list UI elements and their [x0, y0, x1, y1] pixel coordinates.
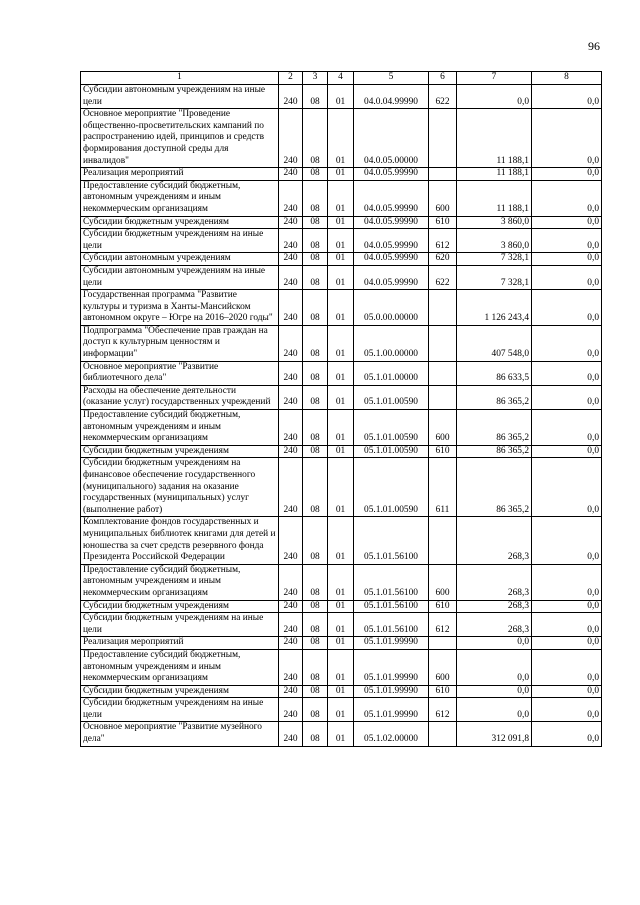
table-row: [81, 649, 602, 685]
table-row: [81, 229, 602, 253]
amount-cell: 3 860,0: [457, 216, 532, 229]
admin-code-cell: 240: [279, 361, 303, 385]
section-cell: 08: [303, 85, 328, 109]
admin-code-cell: 240: [279, 325, 303, 361]
target-article-cell: 05.1.01.00590: [354, 458, 429, 517]
amount-federal-cell: 0,0: [532, 722, 602, 746]
table-row: [81, 385, 602, 409]
table-row: [81, 253, 602, 266]
amount-cell: 312 091,8: [457, 722, 532, 746]
row-name-cell: Предоставление субсидий бюджетным, автономным учреждениям и иным некоммерческим организациям: [81, 410, 279, 446]
amount-federal-cell: 0,0: [532, 637, 602, 650]
expense-type-cell: 610: [429, 600, 457, 613]
admin-code-cell: 240: [279, 410, 303, 446]
section-cell: 08: [303, 698, 328, 722]
amount-federal-cell: 0,0: [532, 180, 602, 216]
column-header: 5: [354, 72, 429, 85]
row-name-cell: Субсидии автономным учреждениям: [81, 253, 279, 266]
amount-federal-cell: 0,0: [532, 265, 602, 289]
section-cell: 08: [303, 180, 328, 216]
admin-code-cell: 240: [279, 168, 303, 181]
section-cell: 08: [303, 385, 328, 409]
amount-cell: 268,3: [457, 613, 532, 637]
row-name-cell: Предоставление субсидий бюджетным, автономным учреждениям и иным некоммерческим организациям: [81, 564, 279, 600]
column-header: 7: [457, 72, 532, 85]
amount-cell: 86 365,2: [457, 410, 532, 446]
expense-type-cell: [429, 109, 457, 168]
table-row: [81, 180, 602, 216]
amount-cell: 268,3: [457, 564, 532, 600]
target-article-cell: 05.1.01.00590: [354, 385, 429, 409]
target-article-cell: 05.1.01.00590: [354, 445, 429, 458]
subsection-cell: 01: [328, 637, 354, 650]
expense-type-cell: [429, 517, 457, 564]
subsection-cell: 01: [328, 698, 354, 722]
row-name-cell: Субсидии автономным учреждениям на иные цели: [81, 265, 279, 289]
expense-type-cell: 610: [429, 685, 457, 698]
section-cell: 08: [303, 458, 328, 517]
column-header: 6: [429, 72, 457, 85]
column-header: 8: [532, 72, 602, 85]
amount-federal-cell: 0,0: [532, 109, 602, 168]
subsection-cell: 01: [328, 564, 354, 600]
section-cell: 08: [303, 361, 328, 385]
row-name-cell: Субсидии бюджетным учреждениям на финансовое обеспечение государственного (муниципального) задания на оказание государственных (муниципальных) услуг (выполнение работ): [81, 458, 279, 517]
admin-code-cell: 240: [279, 229, 303, 253]
row-name-cell: Субсидии бюджетным учреждениям: [81, 216, 279, 229]
amount-cell: 86 365,2: [457, 445, 532, 458]
section-cell: 08: [303, 685, 328, 698]
admin-code-cell: 240: [279, 253, 303, 266]
admin-code-cell: 240: [279, 445, 303, 458]
admin-code-cell: 240: [279, 698, 303, 722]
amount-cell: 3 860,0: [457, 229, 532, 253]
target-article-cell: 05.1.01.56100: [354, 517, 429, 564]
subsection-cell: 01: [328, 325, 354, 361]
subsection-cell: 01: [328, 265, 354, 289]
row-name-cell: Субсидии бюджетным учреждениям на иные цели: [81, 229, 279, 253]
amount-federal-cell: 0,0: [532, 698, 602, 722]
page-number: 96: [588, 39, 600, 53]
section-cell: 08: [303, 722, 328, 746]
section-cell: 08: [303, 216, 328, 229]
target-article-cell: 04.0.05.99990: [354, 168, 429, 181]
admin-code-cell: 240: [279, 649, 303, 685]
admin-code-cell: 240: [279, 517, 303, 564]
section-cell: 08: [303, 649, 328, 685]
section-cell: 08: [303, 229, 328, 253]
expense-type-cell: 611: [429, 458, 457, 517]
section-cell: 08: [303, 637, 328, 650]
subsection-cell: 01: [328, 180, 354, 216]
subsection-cell: 01: [328, 85, 354, 109]
section-cell: 08: [303, 564, 328, 600]
amount-cell: 86 633,5: [457, 361, 532, 385]
target-article-cell: 04.0.05.99990: [354, 229, 429, 253]
table-row: [81, 85, 602, 109]
subsection-cell: 01: [328, 649, 354, 685]
amount-cell: 86 365,2: [457, 458, 532, 517]
amount-cell: 407 548,0: [457, 325, 532, 361]
amount-federal-cell: 0,0: [532, 458, 602, 517]
section-cell: 08: [303, 168, 328, 181]
section-cell: 08: [303, 265, 328, 289]
amount-federal-cell: 0,0: [532, 361, 602, 385]
table-row: [81, 325, 602, 361]
section-cell: 08: [303, 445, 328, 458]
target-article-cell: 04.0.05.99990: [354, 265, 429, 289]
amount-federal-cell: 0,0: [532, 445, 602, 458]
table-row: [81, 361, 602, 385]
expense-type-cell: 612: [429, 613, 457, 637]
expense-type-cell: 622: [429, 265, 457, 289]
admin-code-cell: 240: [279, 564, 303, 600]
row-name-cell: Субсидии бюджетным учреждениям на иные цели: [81, 698, 279, 722]
target-article-cell: 05.0.00.00000: [354, 290, 429, 326]
amount-cell: 7 328,1: [457, 253, 532, 266]
table-row: [81, 564, 602, 600]
amount-federal-cell: 0,0: [532, 290, 602, 326]
subsection-cell: 01: [328, 361, 354, 385]
amount-federal-cell: 0,0: [532, 685, 602, 698]
subsection-cell: 01: [328, 445, 354, 458]
column-header: 1: [81, 72, 279, 85]
amount-cell: 268,3: [457, 600, 532, 613]
target-article-cell: 05.1.01.99990: [354, 685, 429, 698]
table-row: [81, 410, 602, 446]
table-row: [81, 168, 602, 181]
row-name-cell: Государственная программа "Развитие культуры и туризма в Ханты-Мансийском автономном округе – Югре на 2016–2020 годы": [81, 290, 279, 326]
amount-cell: 11 188,1: [457, 109, 532, 168]
section-cell: 08: [303, 600, 328, 613]
row-name-cell: Подпрограмма "Обеспечение прав граждан на доступ к культурным ценностям и информации": [81, 325, 279, 361]
table-row: [81, 698, 602, 722]
amount-cell: 0,0: [457, 685, 532, 698]
amount-federal-cell: 0,0: [532, 216, 602, 229]
admin-code-cell: 240: [279, 216, 303, 229]
amount-federal-cell: 0,0: [532, 600, 602, 613]
amount-federal-cell: 0,0: [532, 168, 602, 181]
expense-type-cell: 600: [429, 564, 457, 600]
subsection-cell: 01: [328, 410, 354, 446]
row-name-cell: Комплектование фондов государственных и муниципальных библиотек книгами для детей и юношества за счет средств резервного фонда Президента Российской Федерации: [81, 517, 279, 564]
row-name-cell: Субсидии бюджетным учреждениям на иные цели: [81, 613, 279, 637]
target-article-cell: 04.0.05.99990: [354, 216, 429, 229]
row-name-cell: Субсидии автономным учреждениям на иные цели: [81, 85, 279, 109]
amount-cell: 11 188,1: [457, 168, 532, 181]
table-row: [81, 637, 602, 650]
subsection-cell: 01: [328, 109, 354, 168]
table-row: [81, 722, 602, 746]
subsection-cell: 01: [328, 600, 354, 613]
section-cell: 08: [303, 613, 328, 637]
row-name-cell: Основное мероприятие "Развитие музейного дела": [81, 722, 279, 746]
section-cell: 08: [303, 410, 328, 446]
section-cell: 08: [303, 517, 328, 564]
section-cell: 08: [303, 253, 328, 266]
expense-type-cell: 600: [429, 649, 457, 685]
table-row: [81, 458, 602, 517]
expense-type-cell: [429, 290, 457, 326]
amount-federal-cell: 0,0: [532, 410, 602, 446]
target-article-cell: 04.0.05.00000: [354, 109, 429, 168]
expense-type-cell: 612: [429, 229, 457, 253]
row-name-cell: Субсидии бюджетным учреждениям: [81, 445, 279, 458]
budget-table: [80, 71, 602, 747]
subsection-cell: 01: [328, 517, 354, 564]
header-row: [81, 72, 602, 85]
target-article-cell: 05.1.00.00000: [354, 325, 429, 361]
table-row: [81, 290, 602, 326]
admin-code-cell: 240: [279, 385, 303, 409]
expense-type-cell: 610: [429, 445, 457, 458]
target-article-cell: 05.1.02.00000: [354, 722, 429, 746]
amount-cell: 86 365,2: [457, 385, 532, 409]
subsection-cell: 01: [328, 685, 354, 698]
table-row: [81, 109, 602, 168]
amount-federal-cell: 0,0: [532, 253, 602, 266]
admin-code-cell: 240: [279, 600, 303, 613]
admin-code-cell: 240: [279, 458, 303, 517]
target-article-cell: 05.1.01.99990: [354, 698, 429, 722]
amount-cell: 7 328,1: [457, 265, 532, 289]
expense-type-cell: [429, 722, 457, 746]
expense-type-cell: [429, 385, 457, 409]
expense-type-cell: 620: [429, 253, 457, 266]
subsection-cell: 01: [328, 229, 354, 253]
expense-type-cell: 600: [429, 410, 457, 446]
target-article-cell: 05.1.01.99990: [354, 649, 429, 685]
amount-cell: 0,0: [457, 698, 532, 722]
target-article-cell: 05.1.01.56100: [354, 564, 429, 600]
table-row: [81, 613, 602, 637]
amount-cell: 0,0: [457, 637, 532, 650]
amount-federal-cell: 0,0: [532, 613, 602, 637]
row-name-cell: Основное мероприятие "Развитие библиотечного дела": [81, 361, 279, 385]
target-article-cell: 05.1.01.56100: [354, 600, 429, 613]
expense-type-cell: 600: [429, 180, 457, 216]
target-article-cell: 05.1.01.56100: [354, 613, 429, 637]
amount-cell: 0,0: [457, 649, 532, 685]
expense-type-cell: [429, 168, 457, 181]
admin-code-cell: 240: [279, 685, 303, 698]
amount-cell: 1 126 243,4: [457, 290, 532, 326]
admin-code-cell: 240: [279, 85, 303, 109]
amount-federal-cell: 0,0: [532, 385, 602, 409]
amount-federal-cell: 0,0: [532, 229, 602, 253]
table-row: [81, 445, 602, 458]
admin-code-cell: 240: [279, 722, 303, 746]
column-header: 3: [303, 72, 328, 85]
subsection-cell: 01: [328, 290, 354, 326]
row-name-cell: Расходы на обеспечение деятельности (оказание услуг) государственных учреждений: [81, 385, 279, 409]
table-row: [81, 265, 602, 289]
row-name-cell: Основное мероприятие "Проведение общественно-просветительских кампаний по распространению идей, принципов и средств формирования доступной среды для инвалидов": [81, 109, 279, 168]
subsection-cell: 01: [328, 385, 354, 409]
subsection-cell: 01: [328, 216, 354, 229]
admin-code-cell: 240: [279, 265, 303, 289]
target-article-cell: 05.1.01.00000: [354, 361, 429, 385]
subsection-cell: 01: [328, 458, 354, 517]
amount-cell: 0,0: [457, 85, 532, 109]
row-name-cell: Субсидии бюджетным учреждениям: [81, 600, 279, 613]
section-cell: 08: [303, 290, 328, 326]
admin-code-cell: 240: [279, 180, 303, 216]
table-row: [81, 600, 602, 613]
row-name-cell: Реализация мероприятий: [81, 637, 279, 650]
amount-federal-cell: 0,0: [532, 649, 602, 685]
expense-type-cell: [429, 361, 457, 385]
section-cell: 08: [303, 325, 328, 361]
target-article-cell: 04.0.05.99990: [354, 180, 429, 216]
subsection-cell: 01: [328, 613, 354, 637]
admin-code-cell: 240: [279, 109, 303, 168]
table-row: [81, 216, 602, 229]
row-name-cell: Предоставление субсидий бюджетным, автономным учреждениям и иным некоммерческим организациям: [81, 649, 279, 685]
amount-federal-cell: 0,0: [532, 85, 602, 109]
amount-cell: 268,3: [457, 517, 532, 564]
subsection-cell: 01: [328, 722, 354, 746]
target-article-cell: 05.1.01.00590: [354, 410, 429, 446]
amount-federal-cell: 0,0: [532, 325, 602, 361]
expense-type-cell: [429, 637, 457, 650]
admin-code-cell: 240: [279, 290, 303, 326]
table-row: [81, 517, 602, 564]
section-cell: 08: [303, 109, 328, 168]
target-article-cell: 04.0.05.99990: [354, 253, 429, 266]
column-header: 4: [328, 72, 354, 85]
row-name-cell: Предоставление субсидий бюджетным, автономным учреждениям и иным некоммерческим организациям: [81, 180, 279, 216]
row-name-cell: Реализация мероприятий: [81, 168, 279, 181]
admin-code-cell: 240: [279, 637, 303, 650]
amount-federal-cell: 0,0: [532, 564, 602, 600]
target-article-cell: 05.1.01.99990: [354, 637, 429, 650]
expense-type-cell: 612: [429, 698, 457, 722]
amount-cell: 11 188,1: [457, 180, 532, 216]
admin-code-cell: 240: [279, 613, 303, 637]
expense-type-cell: 610: [429, 216, 457, 229]
expense-type-cell: 622: [429, 85, 457, 109]
amount-federal-cell: 0,0: [532, 517, 602, 564]
expense-type-cell: [429, 325, 457, 361]
subsection-cell: 01: [328, 168, 354, 181]
table-row: [81, 685, 602, 698]
column-header: 2: [279, 72, 303, 85]
subsection-cell: 01: [328, 253, 354, 266]
target-article-cell: 04.0.04.99990: [354, 85, 429, 109]
row-name-cell: Субсидии бюджетным учреждениям: [81, 685, 279, 698]
